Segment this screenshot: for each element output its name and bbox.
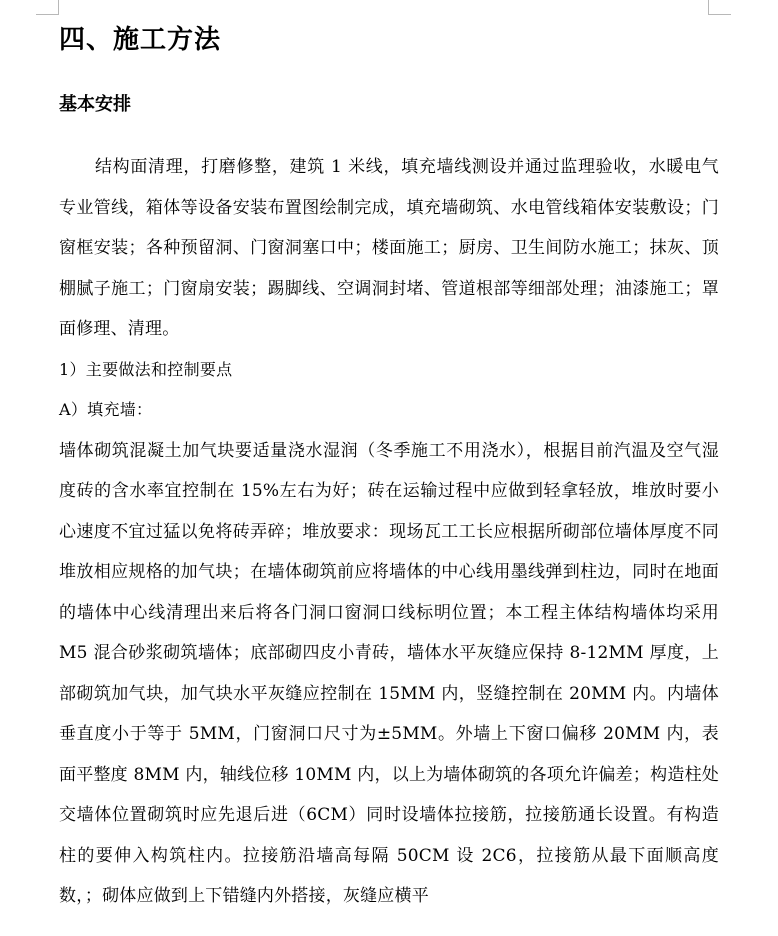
page-corner-mark-right — [708, 0, 731, 15]
subsection-title: 基本安排 — [59, 94, 131, 115]
intro-paragraph: 结构面清理，打磨修整，建筑 1 米线，填充墙线测设并通过监理验收，水暖电气专业管线，箱体等设备安装布置图绘制完成，填充墙砌筑、水电管线箱体安装敷设；门窗框安装；各种预留洞、门窗洞塞口中；楼面施工；厨房、卫生间防水施工；抹灰、顶棚腻子施工；门窗扇安装；踢脚线、空调洞封堵、管道根部等细部处理；油漆施工；罩面修理、清理。 — [59, 157, 719, 339]
document-body — [59, 20, 719, 917]
body-paragraph: 墙体砌筑混凝土加气块要适量浇水湿润（冬季施工不用浇水），根据目前汽温及空气湿度砖的含水率宜控制在 15%左右为好；砖在运输过程中应做到轻拿轻放，堆放时要小心速度不宜过猛以免将砖弄碎；堆放要求：现场瓦工工长应根据所砌部位墙体厚度不同堆放相应规格的加气块；在墙体砌筑前应将墙体的中心线用墨线弹到柱边，同时在地面的墙体中心线清理出来后将各门洞口窗洞口线标明位置；本工程主体结构墙体均采用 M5 混合砂浆砌筑墙体；底部砌四皮小青砖，墙体水平灰缝应保持 8-12MM 厚度，上部砌筑加气块，加气块水平灰缝应控制在 15MM 内，竖缝控制在 20MM 内。内墙体垂直度小于等于 5MM，门窗洞口尺寸为±5MM。外墙上下窗口偏移 20MM 内，表面平整度 8MM 内，轴线位移 10MM 内，以上为墙体砌筑的各项允许偏差；构造柱处交墙体位置砌筑时应先退后进（6CM）同时设墙体拉接筋，拉接筋通长设置。有构造柱的要伸入构筑柱内。拉接筋沿墙高每隔 50CM 设 2C6，拉接筋从最下面顺高度数，；砌体应做到上下错缝内外搭接，灰缝应横平 — [59, 440, 719, 906]
item-a-heading: A）填充墙： — [59, 400, 153, 419]
page-corner-mark-left — [36, 0, 59, 15]
section-title: 四、施工方法 — [59, 25, 222, 55]
item-1-heading: 1）主要做法和控制要点 — [59, 359, 233, 379]
